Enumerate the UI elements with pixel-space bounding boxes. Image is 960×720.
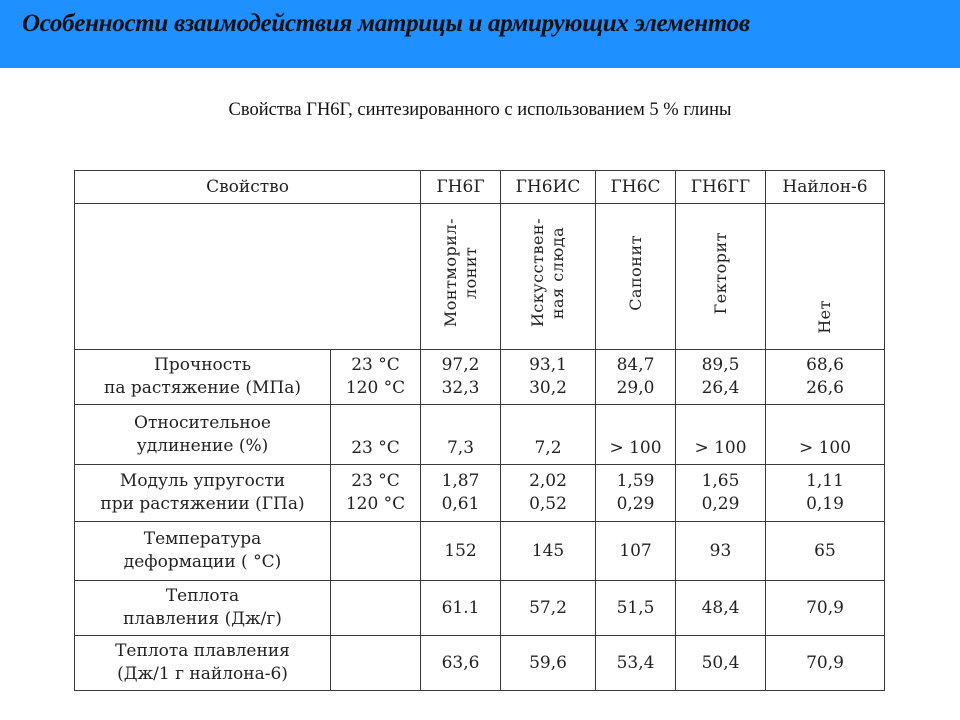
filler-name: Искусствен- ная слюда [528,218,567,328]
value-cell: 152 [421,522,501,581]
value-cell: 70,9 [766,636,885,691]
condition-cell [331,581,421,636]
value-cell: 107 [596,522,676,581]
value-cell: 1,65 0,29 [676,465,766,522]
value-cell: 84,7 29,0 [596,350,676,405]
property-name: Относительное удлинение (%) [75,405,331,465]
filler-cell [421,204,501,350]
table-caption: Свойства ГН6Г, синтезированного с использованием 5 % глины [228,100,732,120]
condition-cell [331,522,421,581]
title-banner [0,0,960,68]
condition-cell: 23 °C 120 °C [331,350,421,405]
value-cell: 93 [676,522,766,581]
header-col-gn6s: ГН6С [596,171,676,204]
value-cell: 145 [501,522,596,581]
filler-cell [676,204,766,350]
condition-cell: 23 °C [331,405,421,465]
value-cell: 57,2 [501,581,596,636]
value-cell: 97,2 32,3 [421,350,501,405]
value-cell: 7,2 [501,405,596,465]
table-row [75,405,885,465]
filler-name: Монтморил- лонит [440,218,480,328]
value-cell: 61.1 [421,581,501,636]
property-name: Теплота плавления (Дж/г) [75,581,331,636]
value-cell: 7,3 [421,405,501,465]
filler-cell [501,204,596,350]
table-row [75,581,885,636]
value-cell: 70,9 [766,581,885,636]
table-row [75,350,885,405]
value-cell: 50,4 [676,636,766,691]
table-row [75,522,885,581]
header-col-gn6is: ГН6ИС [501,171,596,204]
condition-cell [331,636,421,691]
header-col-gn6gg: ГН6ГГ [676,171,766,204]
header-col-gn6g: ГН6Г [421,171,501,204]
value-cell: 63,6 [421,636,501,691]
property-name: Температура деформации ( °C) [75,522,331,581]
value-cell: > 100 [766,405,885,465]
property-name: Модуль упругости при растяжении (ГПа) [75,465,331,522]
filler-name: Гекторит [710,231,730,315]
filler-row-label [75,204,421,350]
header-property: Свойство [75,171,421,204]
value-cell: 93,1 30,2 [501,350,596,405]
properties-table [74,170,885,691]
table-row [75,636,885,691]
property-name: Прочность па растяжение (МПа) [75,350,331,405]
header-col-nylon6: Найлон-6 [766,171,885,204]
value-cell: 1,59 0,29 [596,465,676,522]
slide-title: Особенности взаимодействия матрицы и армирующих элементов [22,10,750,37]
filler-cell [766,204,885,350]
value-cell: 48,4 [676,581,766,636]
value-cell: 68,6 26,6 [766,350,885,405]
value-cell: 51,5 [596,581,676,636]
table-row [75,465,885,522]
filler-name: Нет [815,300,834,334]
value-cell: 53,4 [596,636,676,691]
condition-cell: 23 °C 120 °C [331,465,421,522]
table-header-row [75,171,885,204]
value-cell: 59,6 [501,636,596,691]
property-name: Теплота плавления (Дж/1 г найлона-6) [75,636,331,691]
filler-cell [596,204,676,350]
filler-name: Сапонит [625,235,645,311]
value-cell: 89,5 26,4 [676,350,766,405]
value-cell: 1,11 0,19 [766,465,885,522]
filler-row [75,204,885,350]
value-cell: 65 [766,522,885,581]
value-cell: > 100 [596,405,676,465]
value-cell: > 100 [676,405,766,465]
value-cell: 2,02 0,52 [501,465,596,522]
value-cell: 1,87 0,61 [421,465,501,522]
